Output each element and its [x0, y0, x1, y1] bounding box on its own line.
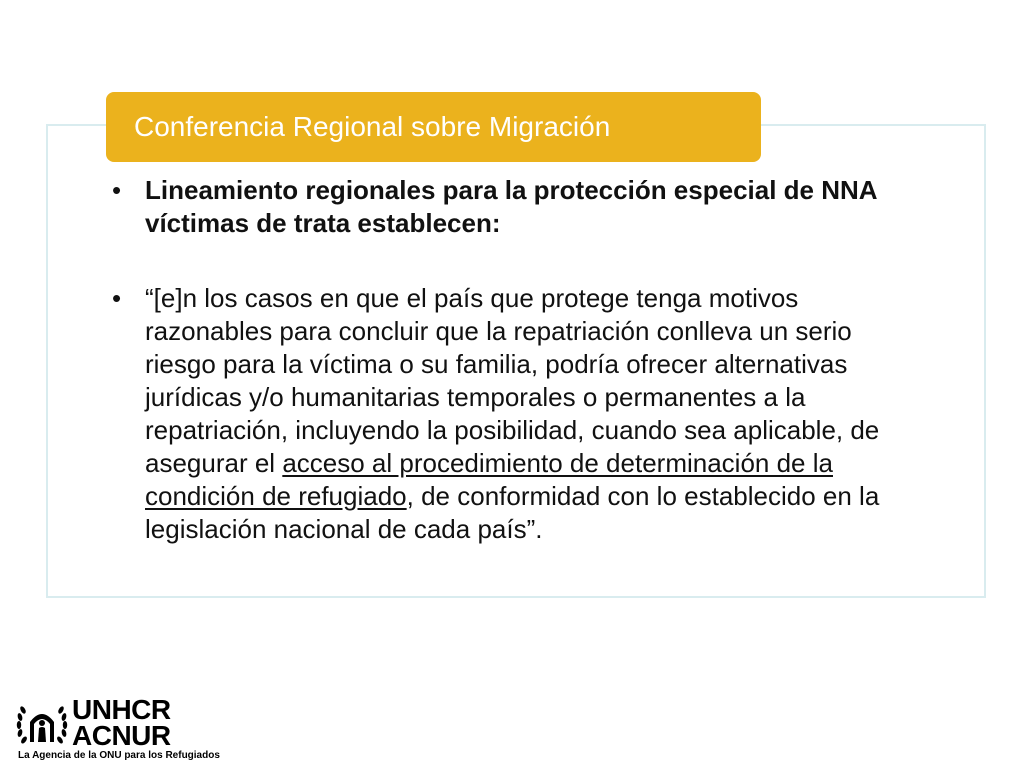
quote-underlined-text: acceso al procedimiento de determinación de la condición de refugiado [145, 448, 833, 511]
logo-text-unhcr: UNHCR [72, 694, 171, 725]
unhcr-logo [14, 694, 220, 761]
unhcr-emblem-icon [14, 696, 70, 752]
bullet-list [112, 174, 912, 546]
bullet-marker: • [112, 175, 122, 205]
logo-tagline: La Agencia de la ONU para los Refugiados [18, 750, 220, 761]
bullet-marker: • [112, 283, 122, 313]
bullet-text: Lineamiento regionales para la protección especial de NNA víctimas de trata establecen: [145, 175, 877, 238]
title-banner [106, 92, 761, 162]
slide-title: Conferencia Regional sobre Migración [134, 111, 611, 142]
logo-text-acnur: ACNUR [72, 720, 171, 751]
bullet-item [112, 282, 912, 546]
bullet-item [112, 174, 912, 240]
bullet-text [145, 283, 879, 544]
quote-text-before: “[e]n los casos en que el país que protege tenga motivos razonables para concluir que la repatriación conlleva un serio riesgo para la víctima o su familia, podría ofrecer alternativas jurídicas y/o humanitarias temporales o permanentes a la repatriación, incluyendo la posibilidad, cuando sea aplicable, de asegurar el [145, 283, 880, 478]
quote-text-after: , de conformidad con lo establecido en la legislación nacional de cada país”. [145, 481, 880, 544]
